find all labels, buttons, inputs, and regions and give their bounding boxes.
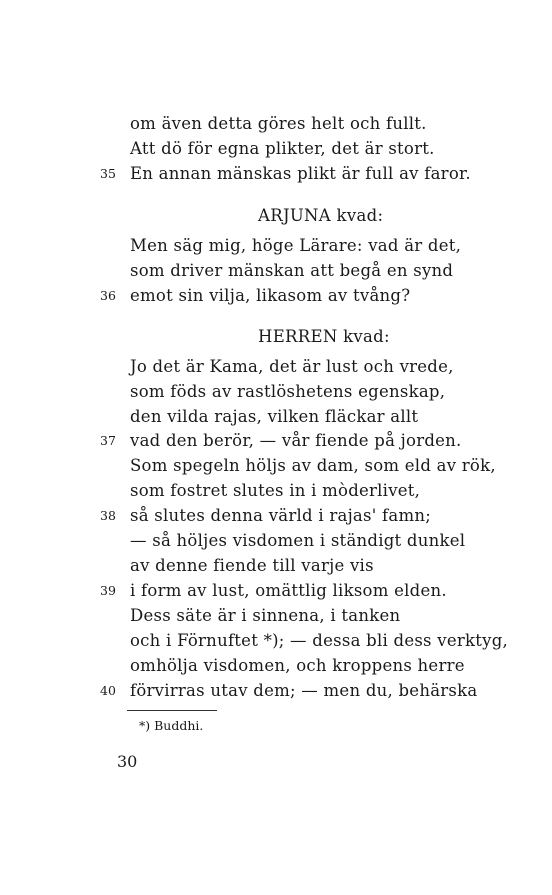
verse-line: Dess säte är i sinnena, i tanken	[130, 606, 401, 625]
verse-number: 36	[100, 288, 116, 303]
verse-number: 40	[100, 683, 116, 698]
verse-line: och i Förnuftet *); — dessa bli dess verktyg,	[130, 631, 508, 650]
verse-line: emot sin vilja, likasom av tvång?	[130, 286, 411, 305]
verse-number: 35	[100, 166, 116, 181]
verse-number: 38	[100, 508, 116, 523]
footnote: *) Buddhi.	[139, 718, 204, 733]
verse-line: om även detta göres helt och fullt.	[130, 114, 427, 133]
verse-line: Som spegeln höljs av dam, som eld av rök,	[130, 456, 496, 475]
verse-number: 39	[100, 583, 116, 598]
verse-line: Men säg mig, höge Lärare: vad är det,	[130, 236, 462, 255]
verse-line: förvirras utav dem; — men du, behärska	[130, 681, 478, 700]
verse-line: Jo det är Kama, det är lust och vrede,	[130, 357, 454, 376]
verse-line: omhölja visdomen, och kroppens herre	[130, 656, 465, 675]
verse-line: Att dö för egna plikter, det är stort.	[130, 139, 435, 158]
speaker-heading-herren: HERREN kvad:	[258, 327, 390, 346]
verse-line: så slutes denna värld i rajas' famn;	[130, 506, 432, 525]
verse-line: som driver mänskan att begå en synd	[130, 261, 454, 280]
verse-line: vad den berör, — vår fiende på jorden.	[130, 431, 462, 450]
verse-line: som föds av rastlöshetens egenskap,	[130, 382, 446, 401]
speaker-heading-arjuna: ARJUNA kvad:	[258, 206, 384, 225]
verse-line: i form av lust, omättlig liksom elden.	[130, 581, 447, 600]
footnote-rule	[127, 710, 217, 711]
verse-number: 37	[100, 433, 116, 448]
verse-line: som fostret slutes in i mòderlivet,	[130, 481, 421, 500]
verse-line: den vilda rajas, vilken fläckar allt	[130, 407, 419, 426]
verse-line: — så höljes visdomen i ständigt dunkel	[130, 531, 466, 550]
page-number: 30	[117, 752, 138, 771]
verse-line: av denne fiende till varje vis	[130, 556, 374, 575]
verse-line: En annan mänskas plikt är full av faror.	[130, 164, 471, 183]
